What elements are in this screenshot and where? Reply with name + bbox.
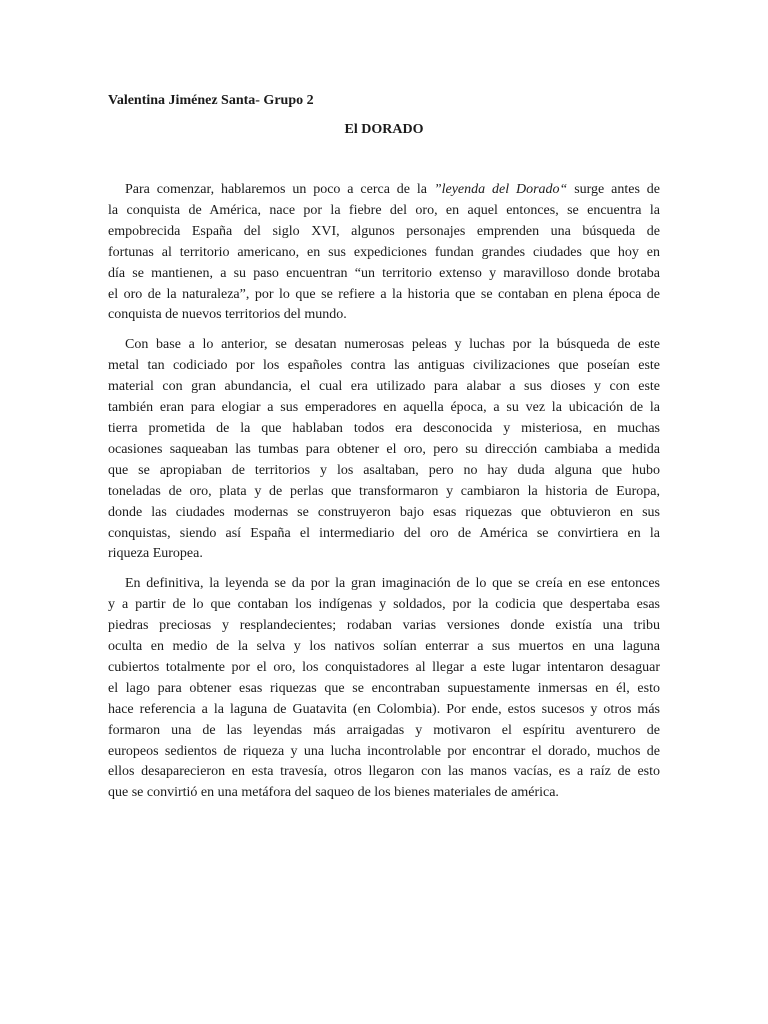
text-line: piedras preciosas y resplandecientes; rodaban varias versiones donde existía una tribu — [108, 618, 660, 634]
text-line: oculta en medio de la selva y los nativos solían enterrar a sus muertos en una laguna — [108, 639, 660, 655]
text-line: que se convirtió en una metáfora del saqueo de los bienes materiales de américa. — [108, 785, 559, 801]
text-line: tierra prometida de la que hablaban todos era desconocida y misteriosa, en muchas — [108, 420, 660, 436]
text-line: y a partir de lo que contaban los indígenas y soldados, por la codicia que despertaba esas — [108, 597, 660, 613]
text-line: donde las ciudades modernas se construyeron bajo esas riquezas que obtuvieron en sus — [108, 504, 660, 520]
document-title: El DORADO — [344, 122, 424, 137]
paragraph-2 — [108, 335, 660, 565]
text-line: el lago para obtener esas riquezas que se encontraban supuestamente inmersas en él, esto — [108, 680, 660, 696]
text-line: riqueza Europea. — [108, 546, 203, 562]
text-line: ocasiones saqueaban las tumbas para obtener el oro, pero su dirección cambiaba a medida — [108, 441, 660, 457]
text-line: formaron una de las leyendas más arraigadas y motivaron el espíritu aventurero de — [108, 722, 660, 738]
text-line: hace referencia a la laguna de Guatavita (en Colombia). Por ende, estos sucesos y otros más — [108, 701, 660, 717]
paragraph-3 — [108, 574, 660, 804]
text-line: el oro de la naturaleza”, por lo que se refiere a la historia que se contaban en plena época de — [108, 286, 660, 302]
text-line: fortunas al territorio americano, en sus expediciones fundan grandes ciudades que hoy en — [108, 244, 660, 260]
paragraph-1 — [108, 180, 660, 326]
text-line: metal tan codiciado por los españoles contra las antiguas civilizaciones que poseían este — [108, 358, 660, 374]
text-line: material con gran abundancia, el cual era utilizado para alabar a sus dioses y con este — [108, 379, 660, 395]
text-line: europeos sedientos de riqueza y una lucha incontrolable por encontrar el dorado, muchos de — [108, 743, 660, 759]
text-line: cubiertos totalmente por el oro, los conquistadores al llegar a este lugar intentaron desaguar — [108, 659, 660, 675]
text-line: conquista de nuevos territorios del mundo. — [108, 307, 347, 323]
text-line: empobrecida España del siglo XVI, algunos personajes emprenden una búsqueda de — [108, 223, 660, 239]
text-line: la conquista de América, nace por la fiebre del oro, en aquel entonces, se encuentra la — [108, 202, 660, 218]
text-line: En definitiva, la leyenda se da por la gran imaginación de lo que se creía en ese entonces — [125, 576, 660, 592]
text-line: ellos desaparecieron en esta travesía, otros llegaron con las manos vacías, es a raíz de esto — [108, 764, 660, 780]
text-line: también eran para elogiar a sus emperadores en aquella época, a su vez la ubicación de la — [108, 400, 660, 416]
document-body — [108, 180, 660, 813]
text-line: conquistas, siendo así España el intermediario del oro de América se convirtiera en la — [108, 525, 660, 541]
text-line: Con base a lo anterior, se desatan numerosas peleas y luchas por la búsqueda de este — [125, 337, 660, 353]
text-line: que se apropiaban de territorios y los asaltaban, pero no hay duda alguna que hubo — [108, 462, 660, 478]
text-line: día se mantienen, a su paso encuentran “un territorio extenso y maravilloso donde brotaba — [108, 265, 660, 281]
text-line: toneladas de oro, plata y de perlas que transformaron y cambiaron la historia de Europa, — [108, 483, 660, 499]
text-line: Para comenzar, hablaremos un poco a cerca de la ”leyenda del Dorado“ surge antes de — [125, 182, 660, 197]
italic-phrase: ”leyenda del Dorado“ — [433, 182, 568, 197]
author-line: Valentina Jiménez Santa- Grupo 2 — [108, 93, 314, 108]
